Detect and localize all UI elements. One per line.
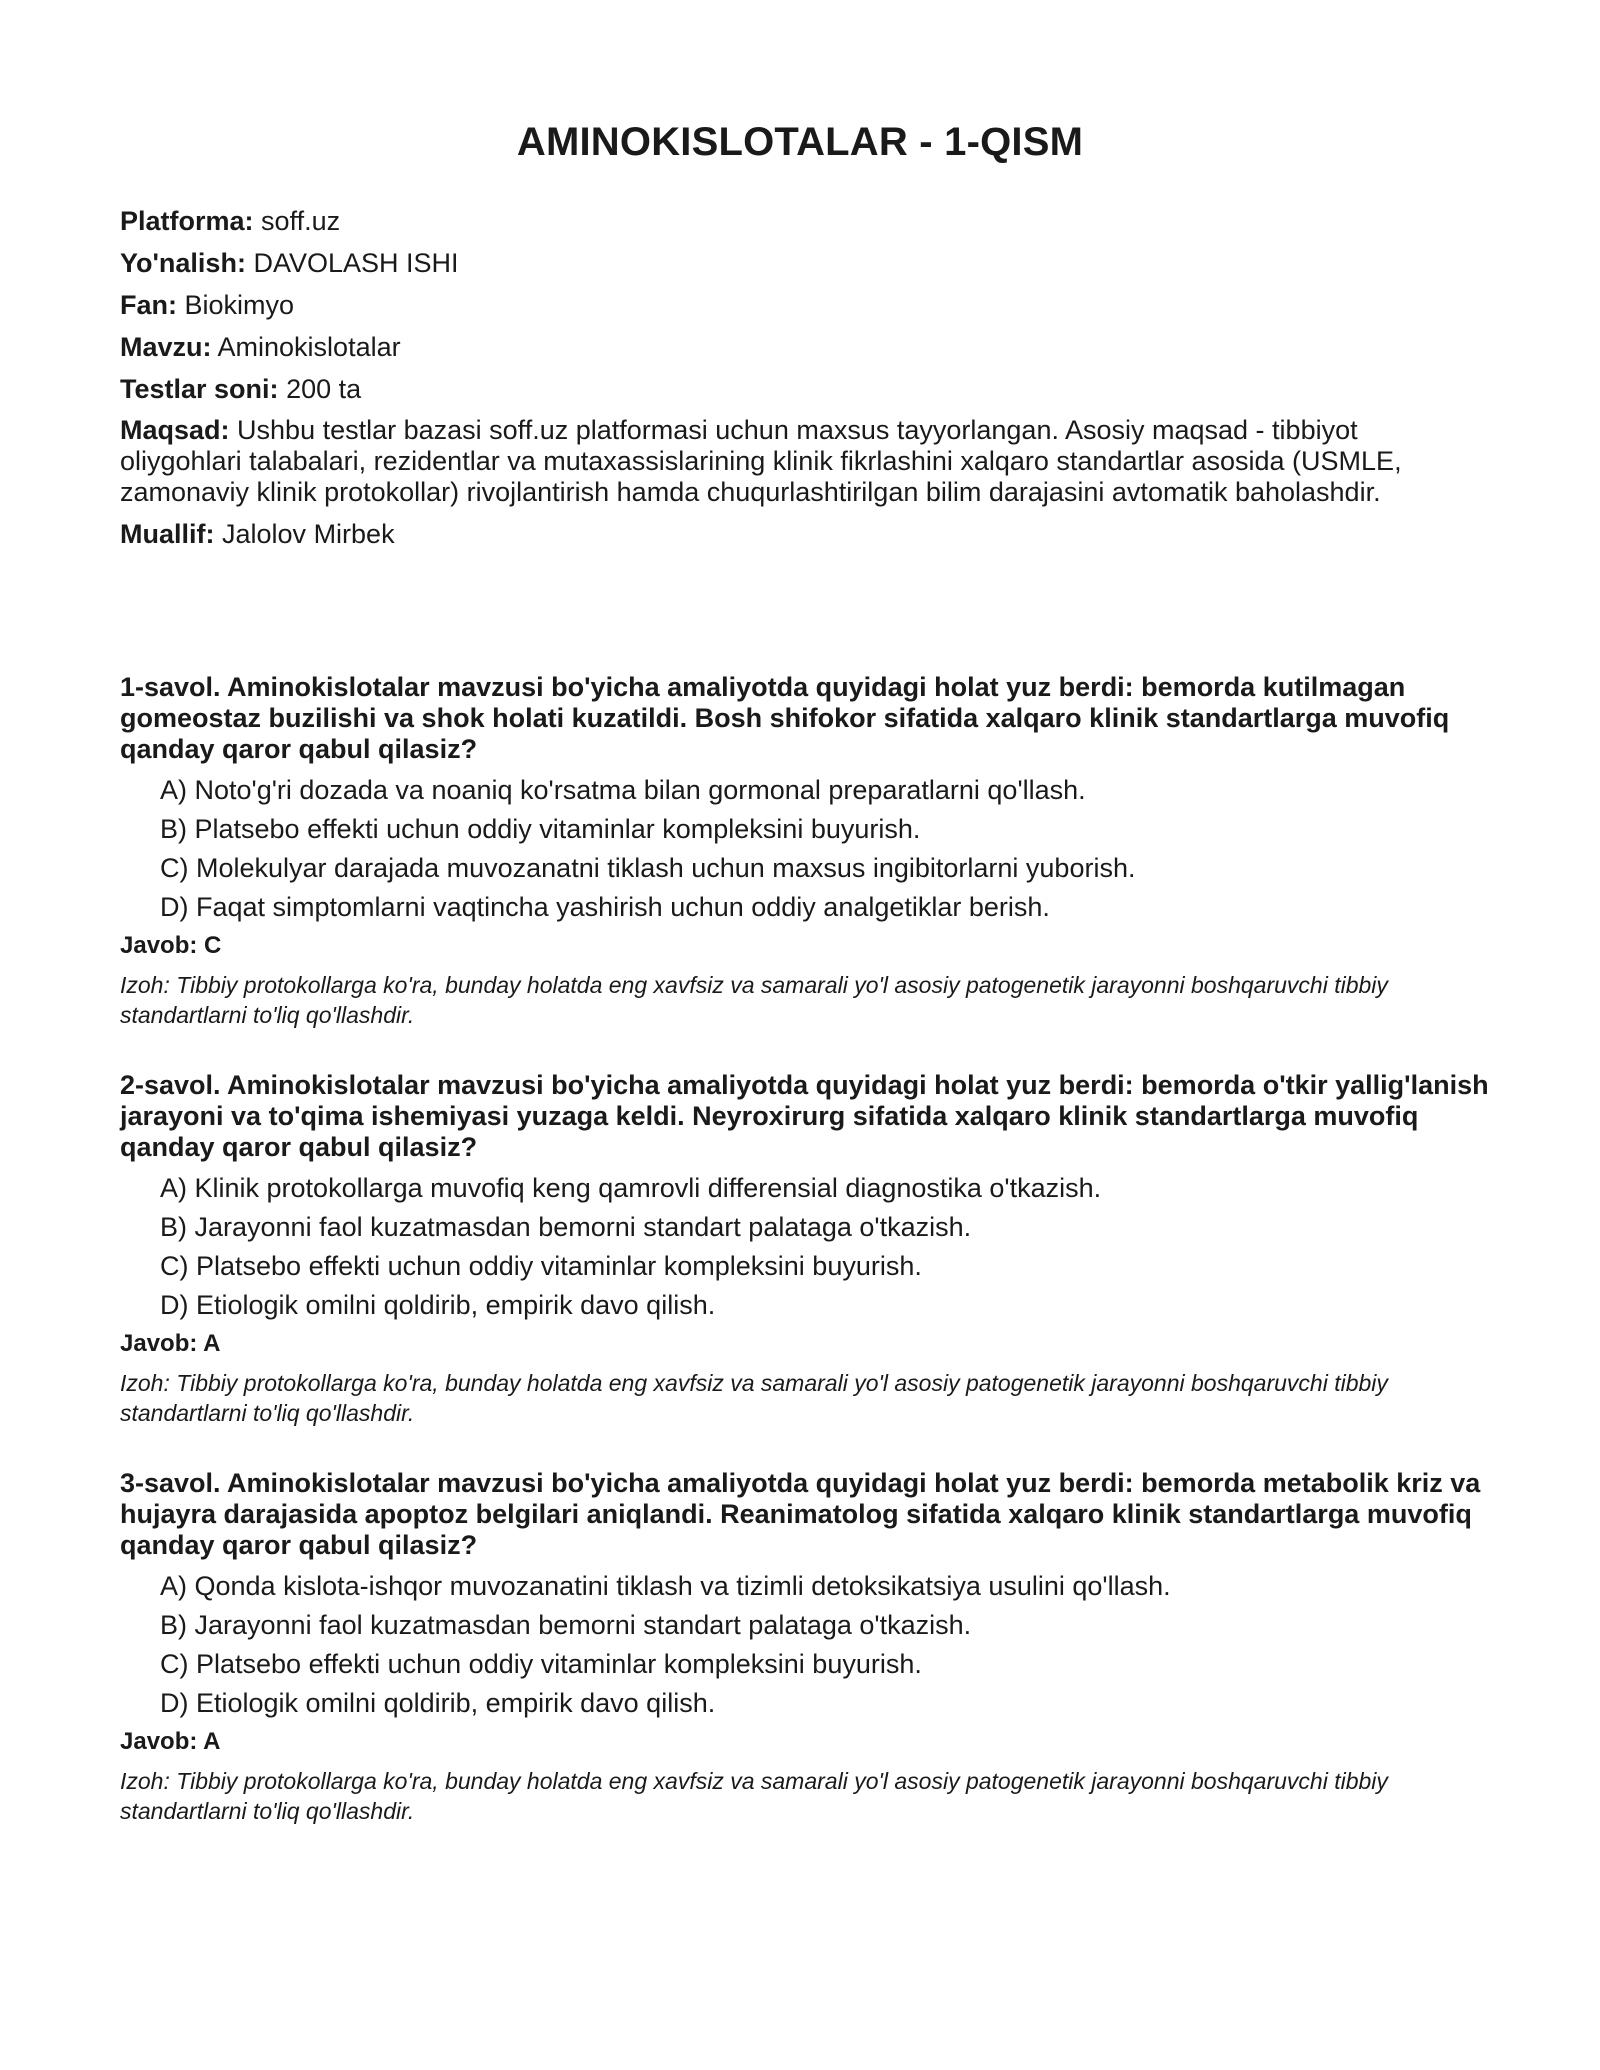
- questions-list: [120, 672, 1490, 1866]
- meta-label: Platforma:: [120, 206, 254, 236]
- option-a: A) Qonda kislota-ishqor muvozanatini tiklash va tizimli detoksikatsiya usulini qo'llash.: [160, 1571, 1171, 1601]
- question-title: 2-savol. Aminokislotalar mavzusi bo'yicha amaliyotda quyidagi holat yuz berdi: bemorda o'tkir yallig'lanish jarayoni va to'qima ishemiyasi yuzaga keldi. Neyroxirurg sifatida xalqaro klinik standartlarga muvofiq qanday qaror qabul qilasiz?: [120, 1070, 1489, 1162]
- question-block: [120, 1070, 1490, 1428]
- option-list: [120, 1173, 1490, 1320]
- meta-test-count: [120, 373, 1480, 405]
- meta-value: Ushbu testlar bazasi soff.uz platformasi uchun maxsus tayyorlangan. Asosiy maqsad - tibbiyot oliygohlari talabalari, rezidentlar va mutaxassislarining klinik fikrlashini xalqaro standartlar asosida (USMLE, zamonaviy klinik protokollar) rivojlantirish hamda chuqurlashtirilgan bilim darajasini avtomatik baholashdir.: [120, 415, 1402, 507]
- meta-direction: [120, 247, 1480, 279]
- meta-label: Maqsad:: [120, 415, 230, 445]
- meta-author: [120, 518, 1480, 550]
- meta-value: DAVOLASH ISHI: [253, 248, 459, 278]
- option-list: [120, 1571, 1490, 1718]
- option-c: C) Platsebo effekti uchun oddiy vitaminlar kompleksini buyurish.: [160, 1649, 922, 1679]
- meta-label: Yo'nalish:: [120, 248, 246, 278]
- question-block: [120, 1468, 1490, 1826]
- option-a: A) Noto'g'ri dozada va noaniq ko'rsatma bilan gormonal preparatlarni qo'llash.: [160, 775, 1086, 805]
- meta-value: Aminokislotalar: [217, 332, 401, 362]
- option-a: A) Klinik protokollarga muvofiq keng qamrovli differensial diagnostika o'tkazish.: [160, 1173, 1102, 1203]
- option-d: D) Etiologik omilni qoldirib, empirik davo qilish.: [160, 1290, 716, 1320]
- option-d: D) Etiologik omilni qoldirib, empirik davo qilish.: [160, 1688, 716, 1718]
- question-title: 3-savol. Aminokislotalar mavzusi bo'yicha amaliyotda quyidagi holat yuz berdi: bemorda metabolik kriz va hujayra darajasida apoptoz belgilari aniqlandi. Reanimatolog sifatida xalqaro klinik standartlarga muvofiq qanday qaror qabul qilasiz?: [120, 1468, 1481, 1560]
- question-block: [120, 672, 1490, 1030]
- meta-platform: [120, 205, 1480, 237]
- option-c: C) Molekulyar darajada muvozanatni tiklash uchun maxsus ingibitorlarni yuborish.: [160, 853, 1136, 883]
- answer-label: Javob: A: [120, 1330, 221, 1357]
- meta-value: Jalolov Mirbek: [222, 519, 395, 549]
- meta-goal: [120, 415, 1480, 508]
- explanation-note: Izoh: Tibbiy protokollarga ko'ra, bunday holatda eng xavfsiz va samarali yo'l asosiy patogenetik jarayonni boshqaruvchi tibbiy standartlarni to'liq qo'llashdir.: [120, 1370, 1388, 1426]
- document-title: AMINOKISLOTALAR - 1-QISM: [516, 120, 1084, 164]
- meta-label: Muallif:: [120, 519, 215, 549]
- option-b: B) Jarayonni faol kuzatmasdan bemorni standart palataga o'tkazish.: [160, 1610, 972, 1640]
- metadata-block: [120, 205, 1480, 560]
- meta-label: Fan:: [120, 290, 177, 320]
- meta-label: Mavzu:: [120, 332, 212, 362]
- option-d: D) Faqat simptomlarni vaqtincha yashirish uchun oddiy analgetiklar berish.: [160, 892, 1050, 922]
- meta-label: Testlar soni:: [120, 374, 279, 404]
- option-b: B) Jarayonni faol kuzatmasdan bemorni standart palataga o'tkazish.: [160, 1212, 972, 1242]
- meta-topic: [120, 331, 1480, 363]
- question-title: 1-savol. Aminokislotalar mavzusi bo'yicha amaliyotda quyidagi holat yuz berdi: bemorda kutilmagan gomeostaz buzilishi va shok holati kuzatildi. Bosh shifokor sifatida xalqaro klinik standartlarga muvofiq qanday qaror qabul qilasiz?: [120, 672, 1450, 764]
- explanation-note: Izoh: Tibbiy protokollarga ko'ra, bunday holatda eng xavfsiz va samarali yo'l asosiy patogenetik jarayonni boshqaruvchi tibbiy standartlarni to'liq qo'llashdir.: [120, 1768, 1388, 1824]
- option-list: [120, 775, 1490, 922]
- explanation-note: Izoh: Tibbiy protokollarga ko'ra, bunday holatda eng xavfsiz va samarali yo'l asosiy patogenetik jarayonni boshqaruvchi tibbiy standartlarni to'liq qo'llashdir.: [120, 972, 1388, 1028]
- answer-label: Javob: C: [120, 932, 222, 959]
- option-c: C) Platsebo effekti uchun oddiy vitaminlar kompleksini buyurish.: [160, 1251, 922, 1281]
- answer-label: Javob: A: [120, 1728, 221, 1755]
- option-b: B) Platsebo effekti uchun oddiy vitaminlar kompleksini buyurish.: [160, 814, 921, 844]
- meta-subject: [120, 289, 1480, 321]
- meta-value: soff.uz: [261, 206, 341, 236]
- meta-value: Biokimyo: [184, 290, 295, 320]
- meta-value: 200 ta: [286, 374, 362, 404]
